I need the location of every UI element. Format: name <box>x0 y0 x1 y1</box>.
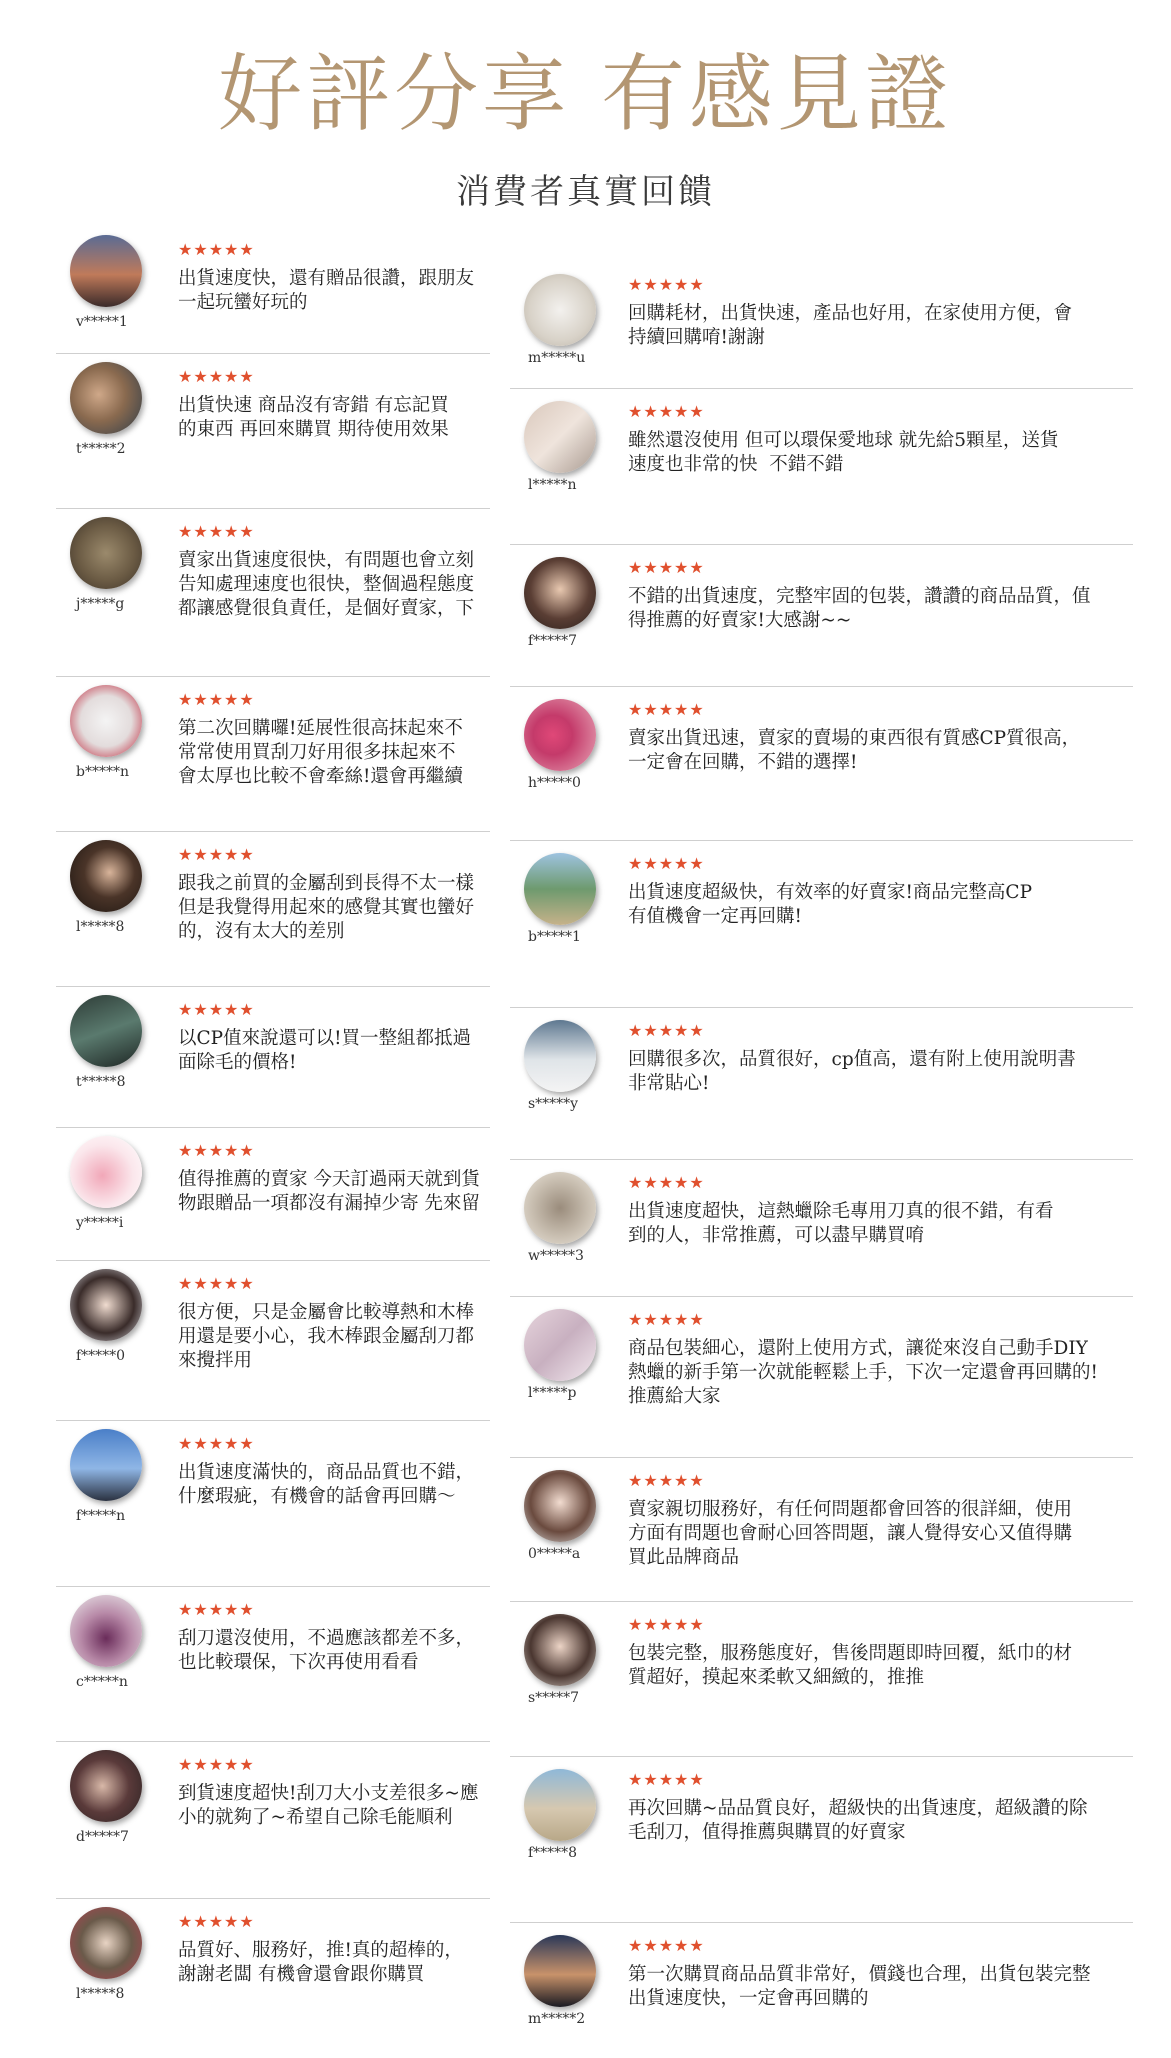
avatar <box>70 362 142 434</box>
star-rating: ★★★★★ <box>628 854 705 873</box>
review-text: 值得推薦的賣家 今天訂過兩天就到貨 物跟贈品一項都沒有漏掉少寄 先來留 <box>178 1169 480 1214</box>
review-card <box>510 262 1133 389</box>
avatar <box>524 1309 596 1381</box>
review-card <box>510 1008 1133 1160</box>
reviewer-name: m*****u <box>528 350 586 366</box>
review-text: 出貨快速 商品沒有寄錯 有忘記買 的東西 再回來購買 期待使用效果 <box>178 395 449 440</box>
reviewer-name: b*****n <box>76 764 129 780</box>
star-rating: ★★★★★ <box>628 1310 705 1329</box>
reviewer-name: c*****n <box>76 1674 128 1690</box>
star-rating: ★★★★★ <box>178 1141 255 1160</box>
avatar <box>70 1595 142 1667</box>
review-card <box>56 1128 490 1261</box>
avatar <box>524 557 596 629</box>
review-text: 商品包裝細心，還附上使用方式，讓從來沒自己動手DIY 熱蠟的新手第一次就能輕鬆上手，下次一定還會再回購的! 推薦給大家 <box>628 1338 1098 1407</box>
reviewer-name: m*****2 <box>528 2011 586 2027</box>
avatar <box>524 274 596 346</box>
reviewer-name: s*****7 <box>528 1690 580 1706</box>
avatar <box>524 699 596 771</box>
review-text: 再次回購~品品質良好，超級快的出貨速度，超級讚的除 毛刮刀，值得推薦與購買的好賣家 <box>628 1798 1088 1843</box>
star-rating: ★★★★★ <box>628 700 705 719</box>
reviewer-name: w*****3 <box>528 1248 584 1264</box>
star-rating: ★★★★★ <box>178 522 255 541</box>
page-title: 好評分享 有感見證 <box>218 45 953 143</box>
review-card <box>56 987 490 1128</box>
review-card <box>510 1297 1133 1458</box>
reviews-right-column <box>510 262 1133 2048</box>
review-card <box>56 677 490 832</box>
avatar <box>70 1136 142 1208</box>
review-card <box>56 1261 490 1421</box>
star-rating: ★★★★★ <box>628 402 705 421</box>
avatar <box>70 1907 142 1979</box>
review-card <box>510 545 1133 687</box>
reviewer-name: f*****7 <box>528 633 578 649</box>
star-rating: ★★★★★ <box>178 1434 255 1453</box>
review-text: 不錯的出貨速度，完整牢固的包裝，讚讚的商品品質，值 得推薦的好賣家!大感謝~~ <box>628 586 1091 631</box>
review-text: 刮刀還沒使用，不過應該都差不多， 也比較環保，下次再使用看看 <box>178 1628 475 1673</box>
review-text: 第一次購買商品品質非常好，價錢也合理，出貨包裝完整 出貨速度快，一定會再回購的 <box>628 1964 1091 2009</box>
review-card <box>510 1757 1133 1923</box>
avatar <box>524 1935 596 2007</box>
avatar <box>524 1470 596 1542</box>
avatar <box>524 853 596 925</box>
review-card <box>510 1458 1133 1602</box>
review-card <box>56 832 490 987</box>
review-card <box>56 1587 490 1742</box>
review-card <box>56 1742 490 1899</box>
reviewer-name: l*****8 <box>76 919 125 935</box>
review-text: 以CP值來說還可以!買一整組都抵過 面除毛的價格! <box>178 1028 472 1073</box>
star-rating: ★★★★★ <box>178 240 255 259</box>
star-rating: ★★★★★ <box>628 275 705 294</box>
avatar <box>70 1269 142 1341</box>
review-card <box>510 1160 1133 1297</box>
avatar <box>70 685 142 757</box>
avatar <box>70 1750 142 1822</box>
review-card <box>510 841 1133 1008</box>
reviewer-name: d*****7 <box>76 1829 129 1845</box>
reviewer-name: b*****1 <box>528 929 581 945</box>
star-rating: ★★★★★ <box>178 845 255 864</box>
reviewer-name: t*****2 <box>76 441 126 457</box>
reviewer-name: s*****y <box>528 1096 579 1112</box>
star-rating: ★★★★★ <box>628 1615 705 1634</box>
star-rating: ★★★★★ <box>628 1770 705 1789</box>
review-card <box>56 1421 490 1587</box>
avatar <box>524 401 596 473</box>
review-text: 回購很多次，品質很好，cp值高，還有附上使用說明書 非常貼心! <box>628 1049 1076 1094</box>
review-card <box>56 227 490 354</box>
review-card <box>56 1899 490 2034</box>
star-rating: ★★★★★ <box>628 1021 705 1040</box>
page-subtitle: 消費者真實回饋 <box>456 172 715 212</box>
avatar <box>70 1429 142 1501</box>
star-rating: ★★★★★ <box>628 1173 705 1192</box>
review-text: 品質好、服務好，推!真的超棒的， 謝謝老闆 有機會還會跟你購買 <box>178 1940 463 1985</box>
review-card <box>510 687 1133 841</box>
reviewer-name: 0*****a <box>528 1546 581 1562</box>
avatar <box>524 1172 596 1244</box>
avatar <box>70 517 142 589</box>
review-text: 包裝完整，服務態度好，售後問題即時回覆，紙巾的材 質超好，摸起來柔軟又細緻的，推推 <box>628 1643 1073 1688</box>
avatar <box>70 995 142 1067</box>
reviewer-name: l*****8 <box>76 1986 125 2002</box>
star-rating: ★★★★★ <box>628 558 705 577</box>
review-text: 出貨速度超快，這熱蠟除毛專用刀真的很不錯，有看 到的人，非常推薦，可以盡早購買唷 <box>628 1201 1054 1246</box>
star-rating: ★★★★★ <box>628 1471 705 1490</box>
reviewer-name: l*****n <box>528 477 577 493</box>
avatar <box>70 235 142 307</box>
star-rating: ★★★★★ <box>178 1912 255 1931</box>
review-text: 出貨速度超級快，有效率的好賣家!商品完整高CP 有值機會一定再回購! <box>628 882 1033 927</box>
review-text: 到貨速度超快!刮刀大小支差很多~應 小的就夠了~希望自己除毛能順利 <box>178 1783 479 1828</box>
review-text: 出貨速度快，還有贈品很讚，跟朋友 一起玩蠻好玩的 <box>178 268 475 313</box>
review-card <box>510 1923 1133 2048</box>
star-rating: ★★★★★ <box>178 1000 255 1019</box>
reviewer-name: h*****0 <box>528 775 581 791</box>
review-text: 賣家出貨迅速，賣家的賣場的東西很有質感CP質很高， 一定會在回購，不錯的選擇! <box>628 728 1081 773</box>
review-card <box>56 354 490 509</box>
reviewer-name: f*****n <box>76 1508 126 1524</box>
star-rating: ★★★★★ <box>178 1755 255 1774</box>
reviewer-name: f*****8 <box>528 1845 578 1861</box>
avatar <box>524 1614 596 1686</box>
review-text: 跟我之前買的金屬刮到長得不太一樣 但是我覺得用起來的感覺其實也蠻好 的，沒有太大的差別 <box>178 873 475 942</box>
reviewer-name: f*****0 <box>76 1348 126 1364</box>
reviewer-name: v*****1 <box>76 314 128 330</box>
reviewer-name: j*****g <box>76 596 125 612</box>
review-card <box>56 509 490 677</box>
avatar <box>524 1020 596 1092</box>
review-text: 賣家出貨速度很快，有問題也會立刻 告知處理速度也很快，整個過程態度 都讓感覺很負責任，是個好賣家，下 <box>178 550 475 619</box>
reviewer-name: l*****p <box>528 1385 577 1401</box>
star-rating: ★★★★★ <box>178 1600 255 1619</box>
review-text: 出貨速度滿快的，商品品質也不錯， 什麼瑕疵，有機會的話會再回購～ <box>178 1462 475 1507</box>
reviewer-name: t*****8 <box>76 1074 126 1090</box>
review-text: 回購耗材，出貨快速，產品也好用，在家使用方便，會 持續回購唷!謝謝 <box>628 303 1073 348</box>
review-text: 賣家親切服務好，有任何問題都會回答的很詳細，使用 方面有問題也會耐心回答問題，讓人覺得安心又值得購 買此品牌商品 <box>628 1499 1073 1568</box>
review-text: 第二次回購囉!延展性很高抹起來不 常常使用買刮刀好用很多抹起來不 會太厚也比較不會牽絲!還會再繼續 <box>178 718 463 787</box>
avatar <box>524 1769 596 1841</box>
star-rating: ★★★★★ <box>178 690 255 709</box>
star-rating: ★★★★★ <box>178 367 255 386</box>
review-card <box>510 1602 1133 1757</box>
reviews-left-column <box>56 227 490 2034</box>
review-text: 雖然還沒使用 但可以環保愛地球 就先給5顆星，送貨 速度也非常的快 不錯不錯 <box>628 430 1059 475</box>
star-rating: ★★★★★ <box>178 1274 255 1293</box>
star-rating: ★★★★★ <box>628 1936 705 1955</box>
avatar <box>70 840 142 912</box>
reviewer-name: y*****i <box>76 1215 124 1231</box>
review-card <box>510 389 1133 545</box>
review-text: 很方便，只是金屬會比較導熱和木棒 用還是要小心，我木棒跟金屬刮刀都 來攪拌用 <box>178 1302 475 1371</box>
